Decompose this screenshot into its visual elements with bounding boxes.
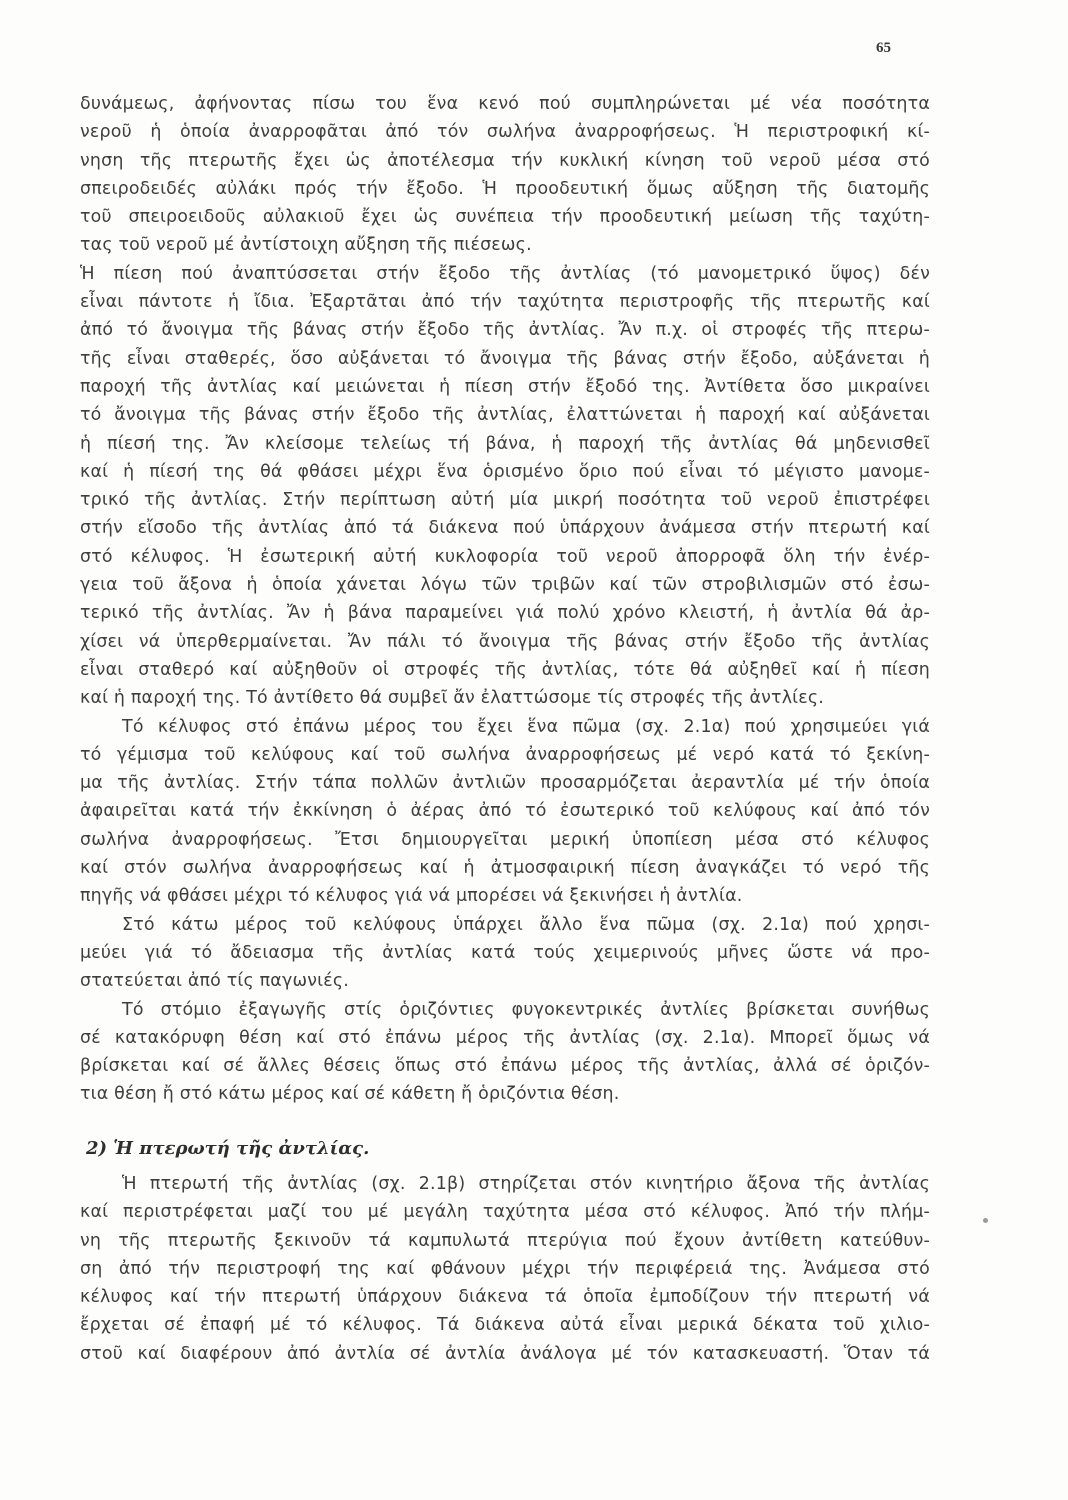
text-line: ἡ πίεσή της. Ἄν κλείσομε τελείως τή βάνα, ἡ παροχή τῆς ἀντλίας θά μηδενισθεῖ [80, 433, 930, 454]
text-line: τια θέση ἤ στό κάτω μέρος καί σέ κάθετη ἤ ὁριζόντια θέση. [80, 1084, 620, 1105]
text-line: εἶναι σταθερό καί αὐξηθοῦν οἱ στροφές τῆς ἀντλίας, τότε θά αὐξηθεῖ καί ἡ πίεση [80, 659, 930, 680]
text-line: καί περιστρέφεται μαζί του μέ μεγάλη ταχύτητα μέσα στό κέλυφος. Ἀπό τήν πλήμ- [80, 1202, 930, 1223]
text-line: καί στόν σωλήνα ἀναρροφήσεως καί ἡ ἀτμοσφαιρική πίεση ἀναγκάζει τό νερό τῆς [80, 858, 930, 879]
text-line: ση ἀπό τήν περιστροφή της καί φθάνουν μέχρι τήν περιφέρειά της. Ἀνάμεσα στό [80, 1258, 930, 1279]
text-line: μα τῆς ἀντλίας. Στήν τάπα πολλῶν ἀντλιῶν προσαρμόζεται ἀεραντλία μέ τήν ὁποία [80, 773, 930, 794]
text-line: τό ἄνοιγμα τῆς βάνας στήν ἔξοδο τῆς ἀντλίας, ἐλαττώνεται ἡ παροχή καί αὐξάνεται [80, 405, 930, 426]
text-line: Τό κέλυφος στό ἐπάνω μέρος του ἔχει ἕνα πῶμα (σχ. 2.1α) πού χρησιμεύει γιά [122, 716, 930, 737]
text-line: σέ κατακόρυφη θέση καί στό ἐπάνω μέρος τῆς ἀντλίας (σχ. 2.1α). Μπορεῖ ὅμως νά [80, 1027, 930, 1048]
text-line: νη τῆς πτερωτῆς ξεκινοῦν τά καμπυλωτά πτερύγια πού ἔχουν ἀντίθετη κατεύθυν- [80, 1230, 930, 1251]
section-heading: 2) Ἡ πτερωτή τῆς ἀντλίας. [86, 1138, 370, 1159]
text-line: καί ἡ παροχή της. Τό ἀντίθετο θά συμβεῖ ἄν ἐλαττώσομε τίς στροφές τῆς ἀντλίες. [80, 688, 825, 709]
text-line: Στό κάτω μέρος τοῦ κελύφους ὑπάρχει ἄλλο ἕνα πῶμα (σχ. 2.1α) πού χρησι- [122, 914, 930, 935]
text-line: καί ἡ πίεσή της θά φθάσει μέχρι ἕνα ὁρισμένο ὅριο πού εἶναι τό μέγιστο μανομε- [80, 461, 930, 482]
page-number: 65 [876, 40, 891, 56]
text-line: σπειροδειδές αὐλάκι πρός τήν ἔξοδο. Ἡ προοδευτική ὅμως αὔξηση τῆς διατομῆς [80, 178, 930, 199]
text-line: στατεύεται ἀπό τίς παγωνιές. [80, 971, 349, 992]
text-line: ἀπό τό ἄνοιγμα τῆς βάνας στήν ἔξοδο τῆς ἀντλίας. Ἄν π.χ. οἱ στροφές τῆς πτερω- [80, 320, 930, 341]
text-line: τρικό τῆς ἀντλίας. Στήν περίπτωση αὐτή μία μικρή ποσότητα τοῦ νεροῦ ἐπιστρέφει [80, 490, 930, 511]
text-line: νεροῦ ἡ ὁποία ἀναρροφᾶται ἀπό τόν σωλήνα ἀναρροφήσεως. Ἡ περιστροφική κί- [80, 122, 930, 143]
text-line: Ἡ πίεση πού ἀναπτύσσεται στήν ἔξοδο τῆς ἀντλίας (τό μανομετρικό ὕψος) δέν [80, 263, 930, 284]
body-text-block [80, 1170, 930, 1368]
text-line: τοῦ σπειροειδοῦς αὐλακιοῦ ἔχει ὡς συνέπεια τήν προοδευτική μείωση τῆς ταχύτη- [80, 207, 930, 228]
text-line: τῆς εἶναι σταθερές, ὅσο αὐξάνεται τό ἄνοιγμα τῆς βάνας στήν ἔξοδο, αὐξάνεται ἡ [80, 348, 930, 369]
text-line: βρίσκεται καί σέ ἄλλες θέσεις ὅπως στό ἐπάνω μέρος τῆς ἀντλίας, ἀλλά σέ ὁριζόν- [80, 1056, 930, 1077]
text-line: γεια τοῦ ἄξονα ἡ ὁποία χάνεται λόγω τῶν τριβῶν καί τῶν στροβιλισμῶν στό ἐσω- [80, 575, 930, 596]
body-text-block [80, 90, 930, 1109]
text-line: κέλυφος καί τήν πτερωτή ὑπάρχουν διάκενα τά ὁποῖα ἐμποδίζουν τήν πτερωτή νά [80, 1287, 930, 1308]
text-line: μεύει γιά τό ἄδειασμα τῆς ἀντλίας κατά τούς χειμερινούς μῆνες ὥστε νά προ- [80, 942, 930, 963]
text-line: χίσει νά ὑπερθερμαίνεται. Ἄν πάλι τό ἄνοιγμα τῆς βάνας στήν ἔξοδο τῆς ἀντλίας [80, 631, 930, 652]
print-speck [983, 1218, 988, 1223]
text-line: Ἡ πτερωτή τῆς ἀντλίας (σχ. 2.1β) στηρίζεται στόν κινητήριο ἄξονα τῆς ἀντλίας [122, 1174, 930, 1194]
text-line: παροχή τῆς ἀντλίας καί μειώνεται ἡ πίεση στήν ἔξοδό της. Ἀντίθετα ὅσο μικραίνει [80, 376, 930, 397]
text-line: Τό στόμιο ἐξαγωγῆς στίς ὁριζόντιες φυγοκεντρικές ἀντλίες βρίσκεται συνήθως [122, 999, 930, 1020]
text-line: πηγῆς νά φθάσει μέχρι τό κέλυφος γιά νά μπορέσει νά ξεκινήσει ἡ ἀντλία. [80, 886, 743, 907]
text-line: τερικό τῆς ἀντλίας. Ἄν ἡ βάνα παραμείνει γιά πολύ χρόνο κλειστή, ἡ ἀντλία θά ἀρ- [80, 603, 930, 624]
text-line: εἶναι πάντοτε ἡ ἴδια. Ἐξαρτᾶται ἀπό τήν ταχύτητα περιστροφῆς τῆς πτερωτῆς καί [80, 292, 930, 313]
text-line: δυνάμεως, ἀφήνοντας πίσω του ἕνα κενό πού συμπληρώνεται μέ νέα ποσότητα [80, 94, 930, 114]
text-line: στήν εἴσοδο τῆς ἀντλίας ἀπό τά διάκενα πού ὑπάρχουν ἀνάμεσα στήν πτερωτή καί [80, 518, 930, 539]
text-line: νηση τῆς πτερωτῆς ἔχει ὡς ἀποτέλεσμα τήν κυκλική κίνηση τοῦ νεροῦ μέσα στό [80, 150, 930, 171]
text-line: στοῦ καί διαφέρουν ἀπό ἀντλία σέ ἀντλία ἀνάλογα μέ τόν κατασκευαστή. Ὅταν τά [80, 1343, 930, 1364]
text-line: ἀφαιρεῖται κατά τήν ἐκκίνηση ὁ ἀέρας ἀπό τό ἐσωτερικό τοῦ κελύφους καί ἀπό τόν [80, 801, 930, 822]
text-line: στό κέλυφος. Ἡ ἐσωτερική αὐτή κυκλοφορία τοῦ νεροῦ ἀπορροφᾶ ὅλη τήν ἐνέρ- [80, 546, 930, 567]
text-line: σωλήνα ἀναρροφήσεως. Ἔτσι δημιουργεῖται μερική ὑποπίεση μέσα στό κέλυφος [80, 829, 930, 850]
text-line: ἔρχεται σέ ἐπαφή μέ τό κέλυφος. Τά διάκενα αὐτά εἶναι μερικά δέκατα τοῦ χιλιο- [80, 1315, 930, 1336]
text-line: τό γέμισμα τοῦ κελύφους καί τοῦ σωλήνα ἀναρροφήσεως μέ νερό κατά τό ξεκίνη- [80, 744, 930, 765]
text-line: τας τοῦ νεροῦ μέ ἀντίστοιχη αὔξηση τῆς πιέσεως. [80, 235, 532, 256]
